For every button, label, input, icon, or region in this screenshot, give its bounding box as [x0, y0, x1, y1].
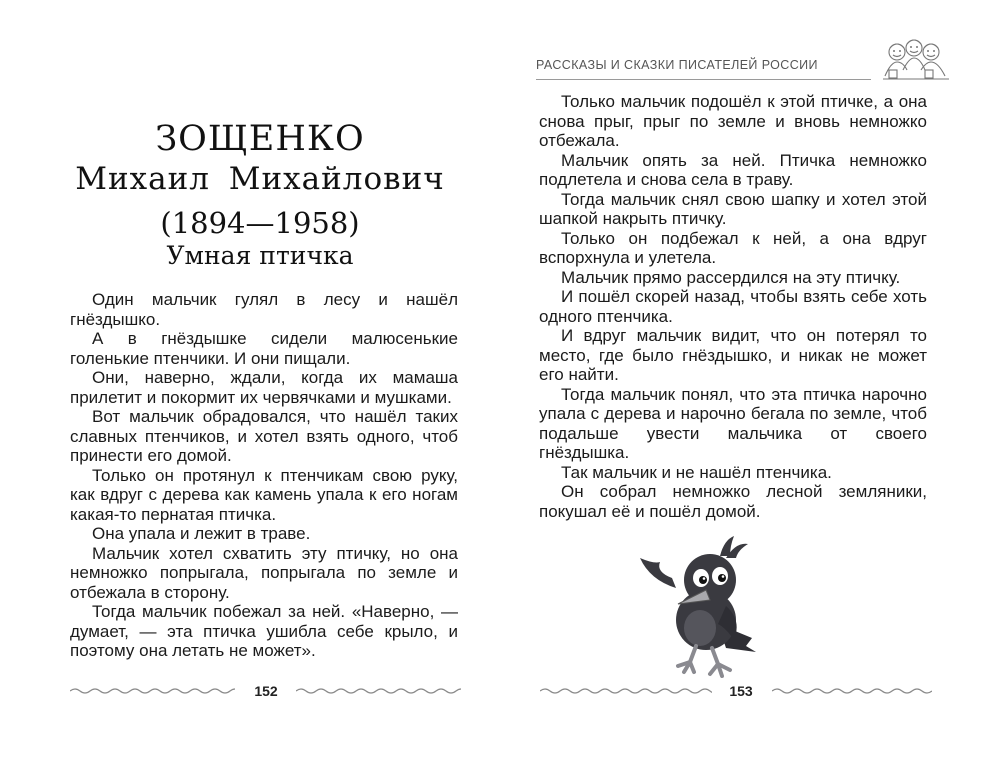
paragraph: Тогда мальчик снял свою шапку и хотел этой шапкой накрыть птичку. [539, 189, 927, 228]
author-years: (1894—1958) [160, 206, 360, 240]
paragraph: Мальчик прямо рассердился на эту птичку. [561, 267, 901, 287]
story-title: Умная птичка [166, 241, 354, 270]
page-number: 152 [254, 683, 278, 699]
page-number: 153 [729, 683, 753, 699]
author-heading [60, 118, 460, 246]
author-surname: ЗОЩЕНКО [155, 119, 365, 159]
paragraph: И пошёл скорей назад, чтобы взять себе хоть одного птенчика. [539, 287, 927, 326]
paragraph: Она упала и лежит в траве. [92, 524, 311, 543]
footer-wave-divider [296, 686, 461, 696]
paragraph: Тогда мальчик побежал за ней. «Наверно, — думает, — эта птичка ушибла себе крыло, и поэтому она летать не может». [70, 602, 458, 660]
author-name: Михаил Михайлович [75, 161, 445, 197]
paragraph: Один мальчик гулял в лесу и нашёл гнёздышко. [70, 290, 458, 329]
paragraph: Тогда мальчик понял, что эта птичка нарочно упала с дерева и нарочно бегала по земле, чтоб подальше увести мальчика от своего гнёздышка. [539, 384, 927, 462]
paragraph: Мальчик хотел схватить эту птичку, но она немножко попрыгала, попрыгала по земле и отбежала в сторону. [70, 543, 458, 602]
footer-wave-divider [70, 686, 235, 696]
footer-wave-divider [540, 686, 712, 696]
left-story-text [70, 290, 458, 661]
paragraph: И вдруг мальчик видит, что он потерял то место, где было гнёздышко, и никак не может его найти. [539, 326, 927, 384]
paragraph: Так мальчик и не нашёл птенчика. [561, 462, 832, 482]
paragraph: А в гнёздышке сидели малюсенькие голенькие птенчики. И они пищали. [70, 329, 458, 368]
paragraph: Вот мальчик обрадовался, что нашёл таких славных птенчиков, и хотел взять одного, чтоб принести его домой. [70, 407, 458, 465]
header-rule [536, 79, 871, 80]
paragraph: Мальчик опять за ней. Птичка немножко подлетела и снова села в траву. [539, 150, 927, 189]
paragraph: Только мальчик подошёл к этой птичке, а она снова прыг, прыг по земле и вновь немножко отбежала. [539, 92, 927, 150]
paragraph: Только он протянул к птенчикам свою руку, как вдруг с дерева как камень упала к его ногам какая-то пернатая птичка. [70, 465, 458, 524]
paragraph: Он собрал немножко лесной земляники, покушал её и пошёл домой. [539, 482, 927, 521]
paragraph: Они, наверно, ждали, когда их мамаша прилетит и покормит их червячками и мушками. [70, 368, 458, 407]
running-head: РАССКАЗЫ И СКАЗКИ ПИСАТЕЛЕЙ РОССИИ [536, 58, 818, 72]
right-story-text [539, 92, 927, 521]
crow-illustration-icon [630, 528, 770, 678]
children-faces-icon [883, 36, 949, 80]
right-page [500, 0, 1000, 758]
footer-wave-divider [772, 686, 932, 696]
paragraph: Только он подбежал к ней, а она вдруг вспорхнула и улетела. [539, 228, 927, 267]
